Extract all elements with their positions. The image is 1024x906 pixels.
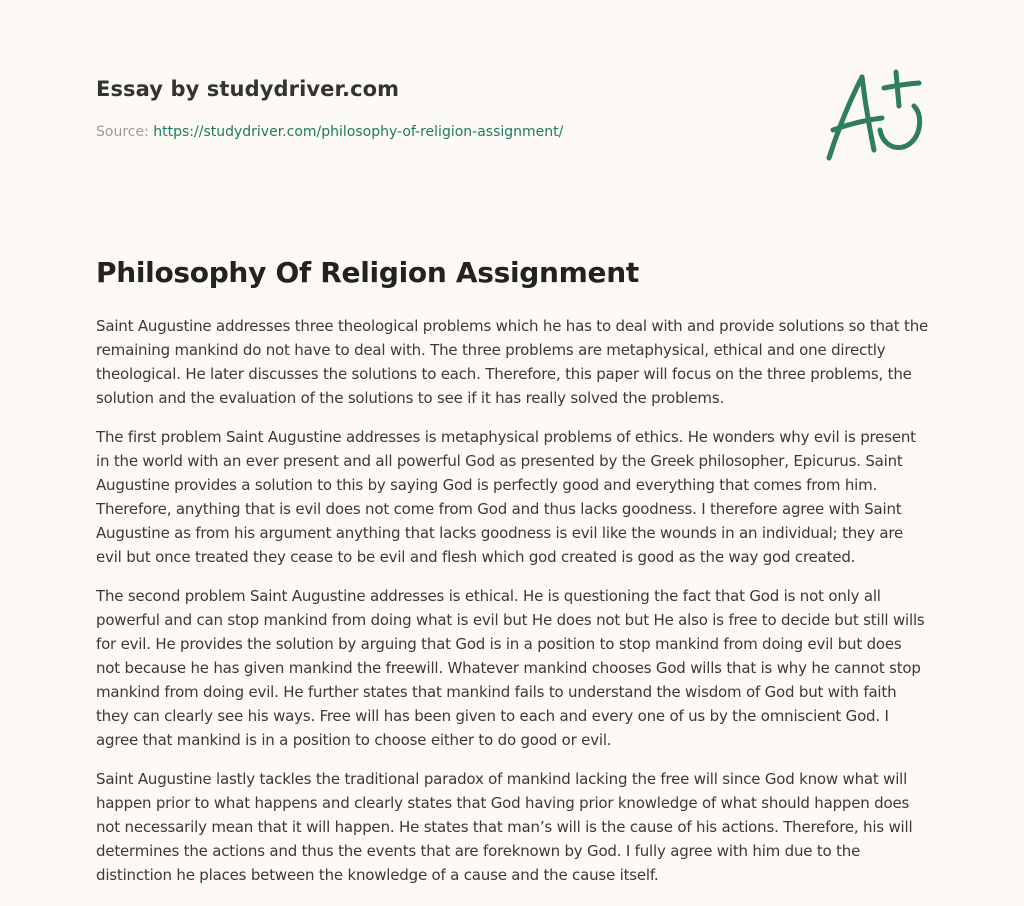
essay-paragraph: Saint Augustine addresses three theological problems which he has to deal with and provide solutions so that the remaining mankind do not have to deal with. The three problems are metaphysical, ethical and one directly theological. He later discusses the solutions to each. Therefore, this paper will focus on the three problems, the solution and the evaluation of the solutions to see if it has really solved the problems. [96,317,929,407]
site-brand: Essay by studydriver.com [96,77,400,101]
essay-header [96,74,796,142]
essay-paragraph: The second problem Saint Augustine addresses is ethical. He is questioning the fact that God is not only all powerful and can stop mankind from doing what is evil but He does not but He also is free to decide but still wills for evil. He provides the solution by arguing that God is in a position to stop mankind from doing evil but does not because he has given mankind the freewill. Whatever mankind chooses God wills that is why he cannot stop mankind from doing evil. He further states that mankind fails to understand the wisdom of God but with faith they can clearly see his ways. Free will has been given to each and every one of us by the omniscient God. I agree that mankind is in a position to choose either to do good or evil. [96,587,925,749]
source-label: Source: [96,124,154,140]
a-plus-logo-icon [822,68,926,164]
essay-title: Philosophy Of Religion Assignment [96,256,639,289]
source-line [96,122,796,142]
essay-paragraph: Saint Augustine lastly tackles the traditional paradox of mankind lacking the free will since God know what will happen prior to what happens and clearly states that God having prior knowledge of what should happen does not necessarily mean that it will happen. He states that man’s will is the cause of his actions. Therefore, his will determines the actions and thus the events that are foreknown by God. I fully agree with him due to the distinction he places between the knowledge of a cause and the cause itself. [96,770,913,884]
essay-body [96,314,930,902]
essay-paragraph: The first problem Saint Augustine addresses is metaphysical problems of ethics. He wonders why evil is present in the world with an ever present and all powerful God as presented by the Greek philosopher, Epicurus. Saint Augustine provides a solution to this by saying God is perfectly good and everything that comes from him. Therefore, anything that is evil does not come from God and thus lacks goodness. I therefore agree with Saint Augustine as from his argument anything that lacks goodness is evil like the wounds in an individual; they are evil but once treated they cease to be evil and flesh which god created is good as the way god created. [96,428,916,566]
source-link[interactable]: https://studydriver.com/philosophy-of-religion-assignment/ [153,124,564,140]
